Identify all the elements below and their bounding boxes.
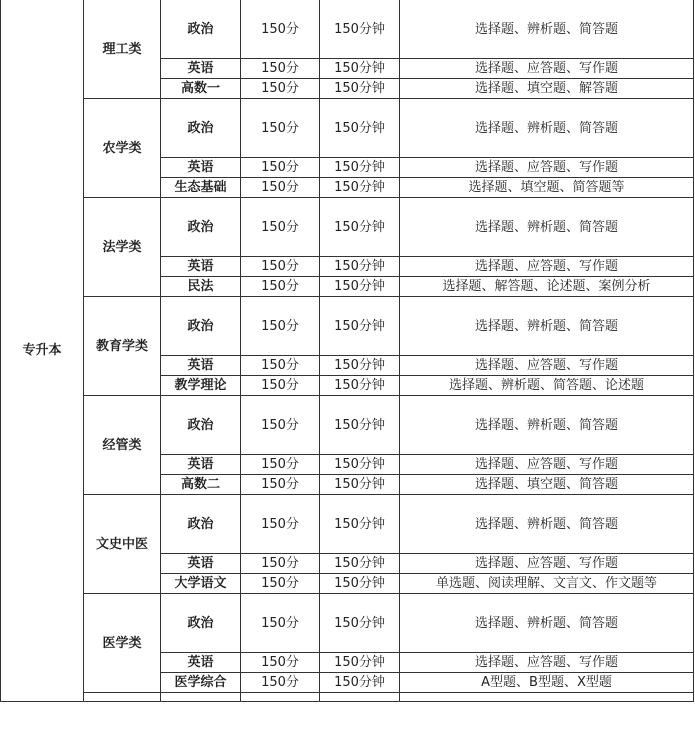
score-cell: 150分 (241, 297, 320, 356)
empty-cell (84, 693, 161, 702)
subject-cell: 政治 (161, 297, 241, 356)
subject-cell: 英语 (161, 554, 241, 574)
table-row (1, 198, 694, 257)
score-cell: 150分 (241, 178, 320, 198)
time-cell: 150分钟 (320, 0, 400, 59)
question-types-cell: 选择题、应答题、写作题 (400, 257, 694, 277)
question-types-cell: 选择题、应答题、写作题 (400, 158, 694, 178)
time-cell: 150分钟 (320, 198, 400, 257)
time-cell: 150分钟 (320, 59, 400, 79)
time-cell: 150分钟 (320, 277, 400, 297)
level-cell: 专升本 (1, 0, 84, 702)
score-cell: 150分 (241, 594, 320, 653)
time-cell: 150分钟 (320, 158, 400, 178)
subject-cell: 生态基础 (161, 178, 241, 198)
subject-cell: 政治 (161, 594, 241, 653)
score-cell: 150分 (241, 653, 320, 673)
table-row (1, 99, 694, 158)
score-cell: 150分 (241, 277, 320, 297)
question-types-cell: A型题、B型题、X型题 (400, 673, 694, 693)
question-types-cell: 选择题、应答题、写作题 (400, 356, 694, 376)
subject-cell: 教学理论 (161, 376, 241, 396)
question-types-cell: 单选题、阅读理解、文言文、作文题等 (400, 574, 694, 594)
time-cell: 150分钟 (320, 594, 400, 653)
category-cell: 医学类 (84, 594, 161, 693)
score-cell: 150分 (241, 475, 320, 495)
score-cell: 150分 (241, 198, 320, 257)
subject-cell: 大学语文 (161, 574, 241, 594)
question-types-cell: 选择题、应答题、写作题 (400, 455, 694, 475)
subject-cell: 政治 (161, 396, 241, 455)
question-types-cell: 选择题、辨析题、简答题 (400, 0, 694, 59)
question-types-cell: 选择题、辨析题、简答题、论述题 (400, 376, 694, 396)
question-types-cell: 选择题、辨析题、简答题 (400, 396, 694, 455)
question-types-cell: 选择题、辨析题、简答题 (400, 198, 694, 257)
time-cell: 150分钟 (320, 376, 400, 396)
subject-cell: 政治 (161, 495, 241, 554)
time-cell: 150分钟 (320, 396, 400, 455)
score-cell: 150分 (241, 59, 320, 79)
subject-cell: 英语 (161, 356, 241, 376)
score-cell: 150分 (241, 495, 320, 554)
question-types-cell: 选择题、辨析题、简答题 (400, 594, 694, 653)
time-cell: 150分钟 (320, 495, 400, 554)
category-cell: 农学类 (84, 99, 161, 198)
question-types-cell: 选择题、辨析题、简答题 (400, 495, 694, 554)
question-types-cell: 选择题、辨析题、简答题 (400, 99, 694, 158)
question-types-cell: 选择题、应答题、写作题 (400, 59, 694, 79)
category-cell: 法学类 (84, 198, 161, 297)
score-cell: 150分 (241, 574, 320, 594)
time-cell: 150分钟 (320, 475, 400, 495)
time-cell: 150分钟 (320, 653, 400, 673)
subject-cell: 政治 (161, 99, 241, 158)
time-cell: 150分钟 (320, 356, 400, 376)
time-cell: 150分钟 (320, 79, 400, 99)
score-cell: 150分 (241, 158, 320, 178)
time-cell: 150分钟 (320, 673, 400, 693)
subject-cell: 政治 (161, 198, 241, 257)
score-cell: 150分 (241, 257, 320, 277)
score-cell: 150分 (241, 356, 320, 376)
subject-cell: 英语 (161, 59, 241, 79)
subject-cell: 英语 (161, 455, 241, 475)
time-cell: 150分钟 (320, 455, 400, 475)
question-types-cell: 选择题、辨析题、简答题 (400, 297, 694, 356)
score-cell: 150分 (241, 376, 320, 396)
empty-cell (161, 693, 241, 702)
question-types-cell: 选择题、应答题、写作题 (400, 653, 694, 673)
subject-cell: 政治 (161, 0, 241, 59)
score-cell: 150分 (241, 79, 320, 99)
question-types-cell: 选择题、应答题、写作题 (400, 554, 694, 574)
table-row (1, 297, 694, 356)
question-types-cell: 选择题、填空题、简答题 (400, 475, 694, 495)
score-cell: 150分 (241, 99, 320, 158)
score-cell: 150分 (241, 554, 320, 574)
category-cell: 理工类 (84, 0, 161, 99)
score-cell: 150分 (241, 0, 320, 59)
question-types-cell: 选择题、解答题、论述题、案例分析 (400, 277, 694, 297)
empty-cell (241, 693, 320, 702)
score-cell: 150分 (241, 455, 320, 475)
score-cell: 150分 (241, 673, 320, 693)
category-cell: 教育学类 (84, 297, 161, 396)
time-cell: 150分钟 (320, 574, 400, 594)
question-types-cell: 选择题、填空题、解答题 (400, 79, 694, 99)
score-cell: 150分 (241, 396, 320, 455)
question-types-cell: 选择题、填空题、简答题等 (400, 178, 694, 198)
time-cell: 150分钟 (320, 99, 400, 158)
empty-cell (320, 693, 400, 702)
empty-cell (400, 693, 694, 702)
table-row-partial (1, 693, 694, 702)
subject-cell: 英语 (161, 653, 241, 673)
subject-cell: 英语 (161, 257, 241, 277)
category-cell: 文史中医 (84, 495, 161, 594)
subject-cell: 高数二 (161, 475, 241, 495)
time-cell: 150分钟 (320, 178, 400, 198)
table-row (1, 0, 694, 59)
table-row (1, 396, 694, 455)
subject-cell: 英语 (161, 158, 241, 178)
subject-cell: 高数一 (161, 79, 241, 99)
time-cell: 150分钟 (320, 297, 400, 356)
category-cell: 经管类 (84, 396, 161, 495)
subject-cell: 医学综合 (161, 673, 241, 693)
time-cell: 150分钟 (320, 554, 400, 574)
table-row (1, 594, 694, 653)
time-cell: 150分钟 (320, 257, 400, 277)
exam-table-body (1, 0, 694, 702)
subject-cell: 民法 (161, 277, 241, 297)
table-row (1, 495, 694, 554)
